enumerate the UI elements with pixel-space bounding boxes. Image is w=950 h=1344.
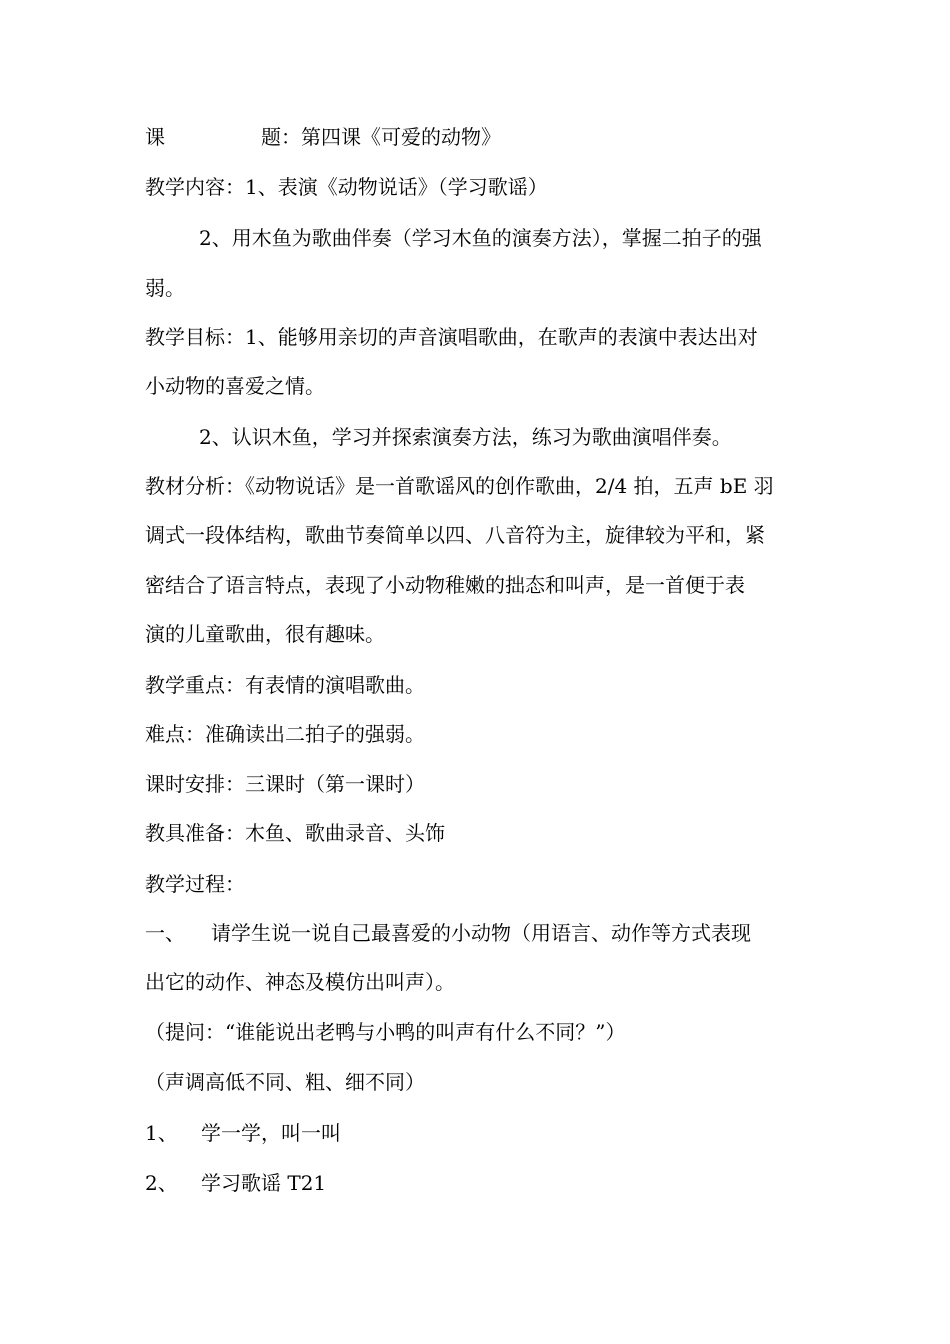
title-label-b: 题：第四课《可爱的动物》 — [261, 125, 501, 149]
title-label-a: 课 — [145, 125, 165, 149]
step1-line2: 出它的动作、神态及模仿出叫声）。 — [145, 970, 455, 994]
step1-number: 一、 — [145, 921, 185, 945]
process-heading: 教学过程： — [145, 872, 245, 896]
item2-number: 2、 — [145, 1171, 178, 1195]
item1-text: 学一学，叫一叫 — [201, 1121, 341, 1145]
teaching-goal-line3: 2、认识木鱼，学习并探索演奏方法，练习为歌曲演唱伴奏。 — [199, 425, 732, 449]
analysis-line1: 教材分析：《动物说话》是一首歌谣风的创作歌曲，2/4 拍，五声 bE 羽 — [145, 474, 774, 498]
schedule: 课时安排：三课时（第一课时） — [145, 772, 425, 796]
teaching-content-line2: 2、用木鱼为歌曲伴奏（学习木鱼的演奏方法），掌握二拍子的强 — [199, 226, 762, 250]
tools: 教具准备：木鱼、歌曲录音、头饰 — [145, 821, 445, 845]
step1-text: 请学生说一说自己最喜爱的小动物（用语言、动作等方式表现 — [211, 921, 751, 945]
list-item-2 — [145, 1170, 326, 1196]
lesson-title — [145, 124, 501, 150]
item1-number: 1、 — [145, 1121, 178, 1145]
teaching-goal-line1: 教学目标：1、能够用亲切的声音演唱歌曲，在歌声的表演中表达出对 — [145, 325, 758, 349]
analysis-line2: 调式一段体结构，歌曲节奏简单以四、八音符为主，旋律较为平和，紧 — [145, 523, 765, 547]
teaching-content-line1: 教学内容：1、表演《动物说话》（学习歌谣） — [145, 175, 548, 199]
analysis-line3: 密结合了语言特点，表现了小动物稚嫩的拙态和叫声，是一首便于表 — [145, 573, 745, 597]
question: （提问：“谁能说出老鸭与小鸭的叫声有什么不同？”） — [145, 1020, 626, 1044]
analysis-line4: 演的儿童歌曲，很有趣味。 — [145, 622, 385, 646]
teaching-content-line3: 弱。 — [145, 276, 185, 300]
teaching-goal-line2: 小动物的喜爱之情。 — [145, 374, 325, 398]
answer: （声调高低不同、粗、细不同） — [145, 1070, 425, 1094]
step1-line1 — [145, 920, 751, 946]
item2-text: 学习歌谣 T21 — [201, 1171, 327, 1195]
list-item-1 — [145, 1120, 341, 1146]
key-point: 教学重点：有表情的演唱歌曲。 — [145, 673, 425, 697]
difficulty: 难点：准确读出二拍子的强弱。 — [145, 722, 425, 746]
